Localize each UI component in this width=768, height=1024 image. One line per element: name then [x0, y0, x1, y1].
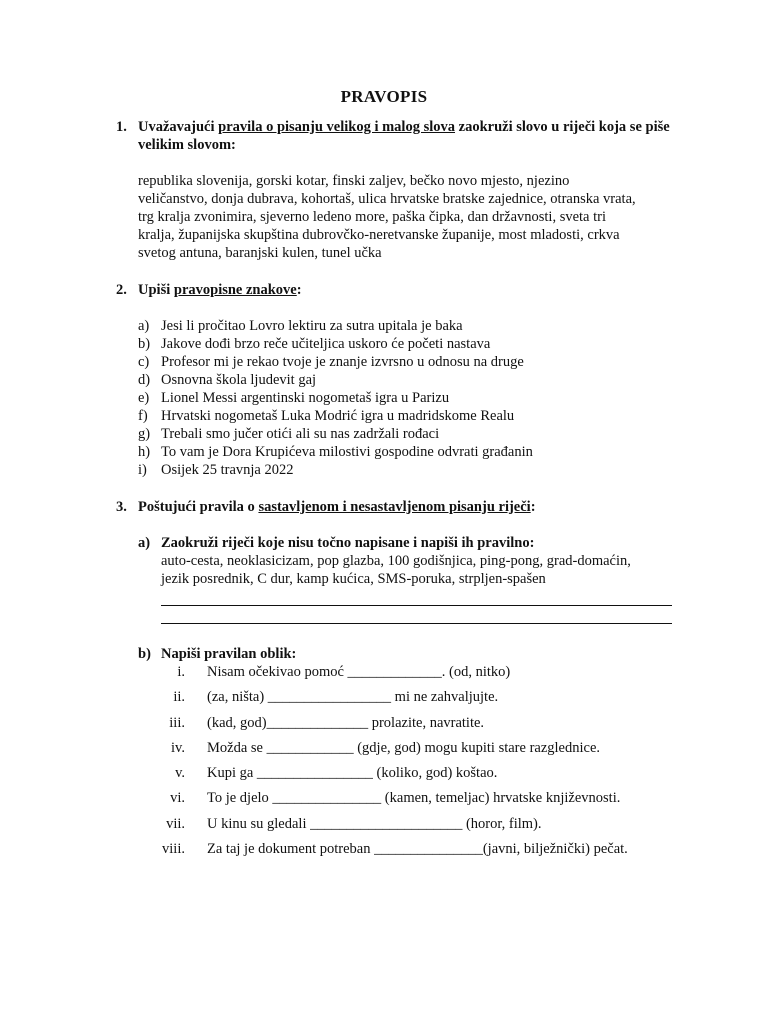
list-item [138, 371, 678, 389]
item-text: Trebali smo jučer otići ali su nas zadržali rođaci [161, 426, 440, 442]
item-text: (kad, god)______________ prolazite, navratite. [207, 714, 485, 731]
question-1-heading [116, 118, 676, 154]
item-label: b) [138, 336, 151, 352]
fill-in-item[interactable] [150, 740, 690, 765]
item-text: Osijek 25 travnja 2022 [161, 462, 294, 478]
fill-in-item[interactable] [150, 790, 690, 815]
question-2-list [138, 317, 678, 479]
paragraph-line: svetog antuna, baranjski kulen, tunel učka [138, 245, 382, 261]
item-text: Kupi ga ________________ (koliko, god) koštao. [207, 765, 498, 782]
question-text: Poštujući pravila o [138, 499, 259, 515]
item-label: g) [138, 426, 151, 442]
paragraph-line: republika slovenija, gorski kotar, finski zaljev, bečko novo mjesto, njezino [138, 173, 570, 189]
list-item [138, 443, 678, 461]
paragraph-line: trg kralja zvonimira, sjeverno ledeno more, paška čipka, dan državnosti, sveta tri [138, 209, 607, 225]
subquestion-label: b) [138, 646, 151, 662]
question-1-paragraph [138, 172, 678, 262]
fill-in-item[interactable] [150, 715, 690, 740]
fill-in-item[interactable] [150, 765, 690, 790]
question-3a [138, 534, 678, 624]
question-underlined-text: pravila o pisanju velikog i malog slova [218, 119, 456, 135]
word-list-line: jezik posrednik, C dur, kamp kućica, SMS-poruka, strpljen-spašen [161, 571, 546, 587]
item-label: vii. [166, 815, 185, 832]
paragraph-line: veličanstvo, donja dubrava, kohortaš, ulica hrvatske bratske zajednice, otranska vrata, [138, 191, 636, 207]
list-item [138, 389, 678, 407]
fill-in-item[interactable] [150, 841, 690, 866]
item-text: Za taj je dokument potreban _______________(javni, bilježnički) pečat. [207, 841, 628, 858]
list-item [138, 335, 678, 353]
item-label: vi. [170, 790, 185, 807]
list-item [138, 461, 678, 479]
item-label: a) [138, 318, 150, 334]
item-label: d) [138, 372, 151, 388]
fill-in-item[interactable] [150, 816, 690, 841]
subquestion-heading: Napiši pravilan oblik: [161, 646, 297, 662]
item-text: To je djelo _______________ (kamen, temeljac) hrvatske književnosti. [207, 790, 621, 807]
item-label: ii. [173, 689, 185, 706]
answer-line[interactable] [161, 606, 672, 624]
list-item [138, 353, 678, 371]
list-item [138, 425, 678, 443]
item-label: v. [175, 765, 185, 782]
question-3b-list [150, 664, 690, 866]
subquestion-label: a) [138, 535, 151, 551]
question-number: 3. [116, 499, 127, 515]
item-text: (za, ništa) _________________ mi ne zahvaljujte. [207, 689, 499, 706]
item-label: i) [138, 462, 147, 478]
item-label: iv. [171, 739, 185, 756]
item-text: To vam je Dora Krupićeva milostivi gospodine odvrati građanin [161, 444, 533, 460]
item-text: U kinu su gledali _____________________ (horor, film). [207, 815, 542, 832]
item-label: e) [138, 390, 150, 406]
fill-in-item[interactable] [150, 689, 690, 714]
question-number: 2. [116, 282, 127, 298]
item-label: h) [138, 444, 151, 460]
item-text: Jakove dođi brzo reče učiteljica uskoro će početi nastava [161, 336, 491, 352]
item-label: c) [138, 354, 150, 370]
item-label: f) [138, 408, 148, 424]
word-list-line: auto-cesta, neoklasicizam, pop glazba, 100 godišnjica, ping-pong, grad-domaćin, [161, 553, 631, 569]
answer-line[interactable] [161, 588, 672, 606]
item-label: i. [177, 664, 185, 680]
list-item [138, 317, 678, 335]
item-text: Osnovna škola ljudevit gaj [161, 372, 317, 388]
question-underlined-text: pravopisne znakove [173, 282, 297, 298]
question-3-heading [116, 498, 676, 516]
question-text: Upiši [138, 282, 174, 298]
question-text: : [296, 282, 302, 298]
question-underlined-text: sastavljenom i nesastavljenom pisanju riječi [258, 499, 531, 515]
question-text: zaokruži slovo u riječi koja se piše velikim slovom: [138, 119, 670, 153]
question-2-heading [116, 281, 676, 299]
item-text: Profesor mi je rekao tvoje je znanje izvrsno u odnosu na druge [161, 354, 524, 370]
item-text: Nisam očekivao pomoć _____________. (od, nitko) [207, 664, 511, 680]
fill-in-item[interactable] [150, 664, 690, 689]
item-label: iii. [169, 714, 185, 731]
item-text: Jesi li pročitao Lovro lektiru za sutra upitala je baka [161, 318, 463, 334]
question-text: Uvažavajući [138, 119, 219, 135]
question-number: 1. [116, 119, 127, 135]
page-title: PRAVOPIS [340, 87, 428, 106]
item-label: viii. [162, 841, 185, 858]
question-text: : [530, 499, 536, 515]
subquestion-heading: Zaokruži riječi koje nisu točno napisane i napiši ih pravilno: [161, 535, 535, 551]
item-text: Možda se ____________ (gdje, god) mogu kupiti stare razglednice. [207, 739, 601, 756]
item-text: Lionel Messi argentinski nogometaš igra u Parizu [161, 390, 450, 406]
list-item [138, 407, 678, 425]
paragraph-line: kralja, županijska skupština dubrovčko-neretvanske županije, most mladosti, crkva [138, 227, 620, 243]
item-text: Hrvatski nogometaš Luka Modrić igra u madridskome Realu [161, 408, 515, 424]
question-3b [138, 645, 678, 663]
